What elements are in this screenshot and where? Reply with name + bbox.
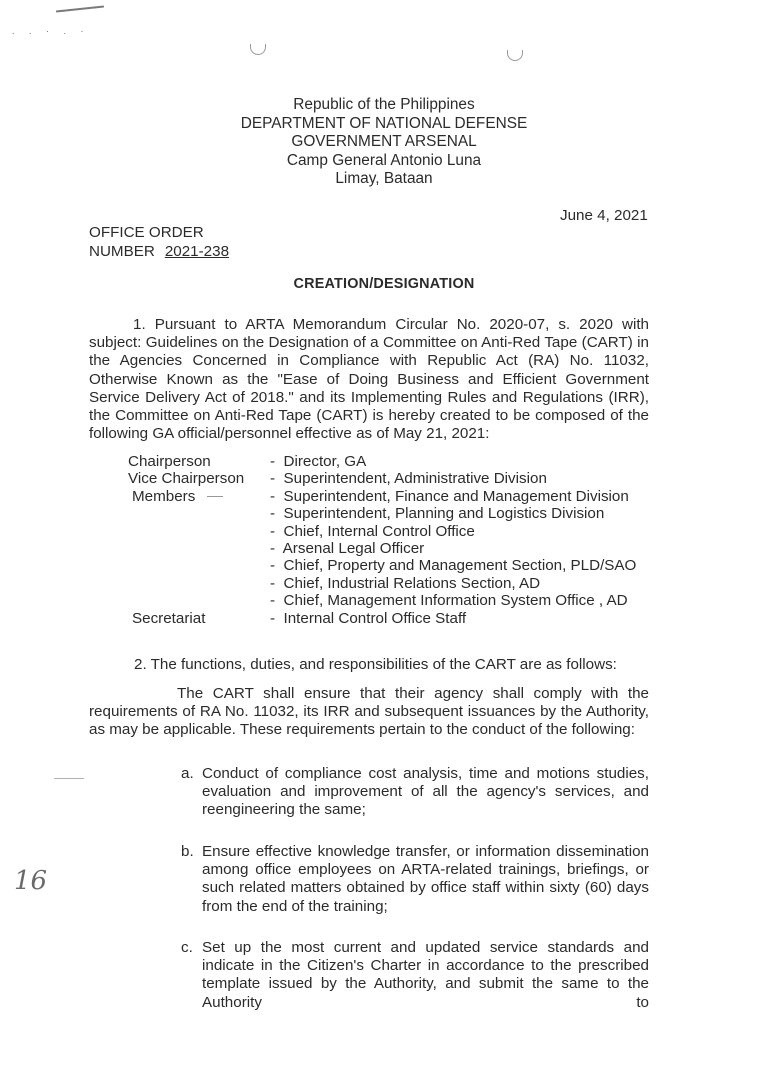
composition-role-members bbox=[128, 488, 270, 505]
list-marker: c. bbox=[181, 939, 193, 956]
composition-row bbox=[128, 557, 636, 574]
office-order-block bbox=[89, 224, 229, 261]
composition-role bbox=[128, 575, 270, 592]
list-item bbox=[181, 765, 649, 820]
composition-role: Chairperson bbox=[128, 453, 211, 470]
committee-composition bbox=[128, 453, 636, 627]
margin-dash-mark bbox=[54, 778, 84, 779]
composition-row bbox=[128, 453, 636, 470]
duty-item-c bbox=[181, 939, 649, 1012]
composition-row bbox=[128, 488, 636, 505]
scan-specks: . . · . · bbox=[12, 26, 90, 36]
punch-hole-mark bbox=[507, 50, 523, 61]
composition-row bbox=[128, 575, 636, 592]
number-label: NUMBER bbox=[89, 242, 155, 260]
composition-role: Members bbox=[132, 487, 196, 505]
list-text: Conduct of compliance cost analysis, time and motions studies, evaluation and improvement of all the agency's services, and reengineering the same; bbox=[202, 765, 649, 819]
duty-item-a bbox=[181, 765, 649, 820]
paragraph-3 bbox=[89, 685, 649, 740]
composition-member: - Superintendent, Administrative Division bbox=[270, 470, 547, 487]
composition-member: - Chief, Management Information System Office , AD bbox=[270, 592, 628, 609]
composition-row bbox=[128, 540, 636, 557]
letterhead-line: Limay, Bataan bbox=[335, 170, 433, 187]
list-text: Ensure effective knowledge transfer, or information dissemination among office employees on ARTA-related trainings, briefings, or such related matters obtained by office staff within sixty (60) days from the end of the training; bbox=[202, 843, 649, 915]
letterhead-line: Camp General Antonio Luna bbox=[286, 151, 482, 169]
composition-role: Vice Chairperson bbox=[128, 470, 245, 488]
composition-member: - Director, GA bbox=[270, 453, 366, 470]
composition-role: Secretariat bbox=[132, 609, 206, 627]
composition-role bbox=[128, 523, 270, 540]
handwritten-scribble bbox=[56, 5, 104, 12]
office-order-number-row bbox=[89, 243, 229, 262]
composition-member: - Chief, Industrial Relations Section, AD bbox=[270, 575, 540, 592]
duty-item-b bbox=[181, 843, 649, 916]
composition-role bbox=[128, 540, 270, 557]
composition-member: - Chief, Internal Control Office bbox=[270, 523, 475, 540]
letterhead bbox=[0, 96, 768, 189]
composition-member: - Internal Control Office Staff bbox=[270, 610, 466, 627]
composition-row bbox=[128, 470, 636, 487]
document-date: June 4, 2021 bbox=[560, 207, 648, 224]
composition-member: - Superintendent, Finance and Management Division bbox=[270, 488, 629, 505]
handwritten-arrow-mark bbox=[207, 496, 223, 497]
punch-hole-mark bbox=[250, 44, 266, 55]
composition-role bbox=[128, 505, 270, 522]
paragraph-3-text: The CART shall ensure that their agency shall comply with the requirements of RA No. 11032, its IRR and subsequent issuances by the Authority, as may be applicable. These requirements pertain to the conduct of the following: bbox=[89, 685, 649, 739]
composition-role bbox=[128, 557, 270, 574]
composition-role bbox=[128, 592, 270, 609]
composition-member: - Superintendent, Planning and Logistics Division bbox=[270, 505, 604, 522]
list-item bbox=[181, 939, 649, 1012]
list-item bbox=[181, 843, 649, 916]
composition-row bbox=[128, 523, 636, 540]
letterhead-line: DEPARTMENT OF NATIONAL DEFENSE bbox=[240, 114, 528, 132]
order-number: 2021-238 bbox=[164, 242, 230, 260]
paragraph-1: 1. Pursuant to ARTA Memorandum Circular No. 2020-07, s. 2020 with subject: Guidelines on the Designation of a Committee on Anti-Red Tape (CART) in the Agencies Concerned in Compliance with Republic Act (RA) No. 11032, Otherwise Known as the "Ease of Doing Business and Efficient Government Service Delivery Act of 2018." and its Implementing Rules and Regulations (IRR), the Committee on Anti-Red Tape (CART) is hereby created to be composed of the following GA official/personnel effective as of May 21, 2021: bbox=[89, 316, 649, 443]
composition-row bbox=[128, 610, 636, 627]
letterhead-line: GOVERNMENT ARSENAL bbox=[291, 133, 477, 150]
composition-member: - Arsenal Legal Officer bbox=[270, 540, 424, 557]
composition-member: - Chief, Property and Management Section, PLD/SAO bbox=[270, 557, 636, 574]
composition-row bbox=[128, 505, 636, 522]
document-title: CREATION/DESIGNATION bbox=[293, 276, 475, 292]
handwritten-page-number: 16 bbox=[14, 866, 48, 896]
composition-row bbox=[128, 592, 636, 609]
office-order-label: OFFICE ORDER bbox=[89, 224, 204, 241]
paragraph-2: 2. The functions, duties, and responsibilities of the CART are as follows: bbox=[134, 656, 617, 673]
list-marker: b. bbox=[181, 843, 194, 860]
letterhead-line: Republic of the Philippines bbox=[293, 96, 475, 113]
list-marker: a. bbox=[181, 765, 194, 782]
list-text: Set up the most current and updated service standards and indicate in the Citizen's Charter in accordance to the prescribed template issued by the Authority, and submit the same to the Authority to bbox=[202, 939, 649, 1011]
